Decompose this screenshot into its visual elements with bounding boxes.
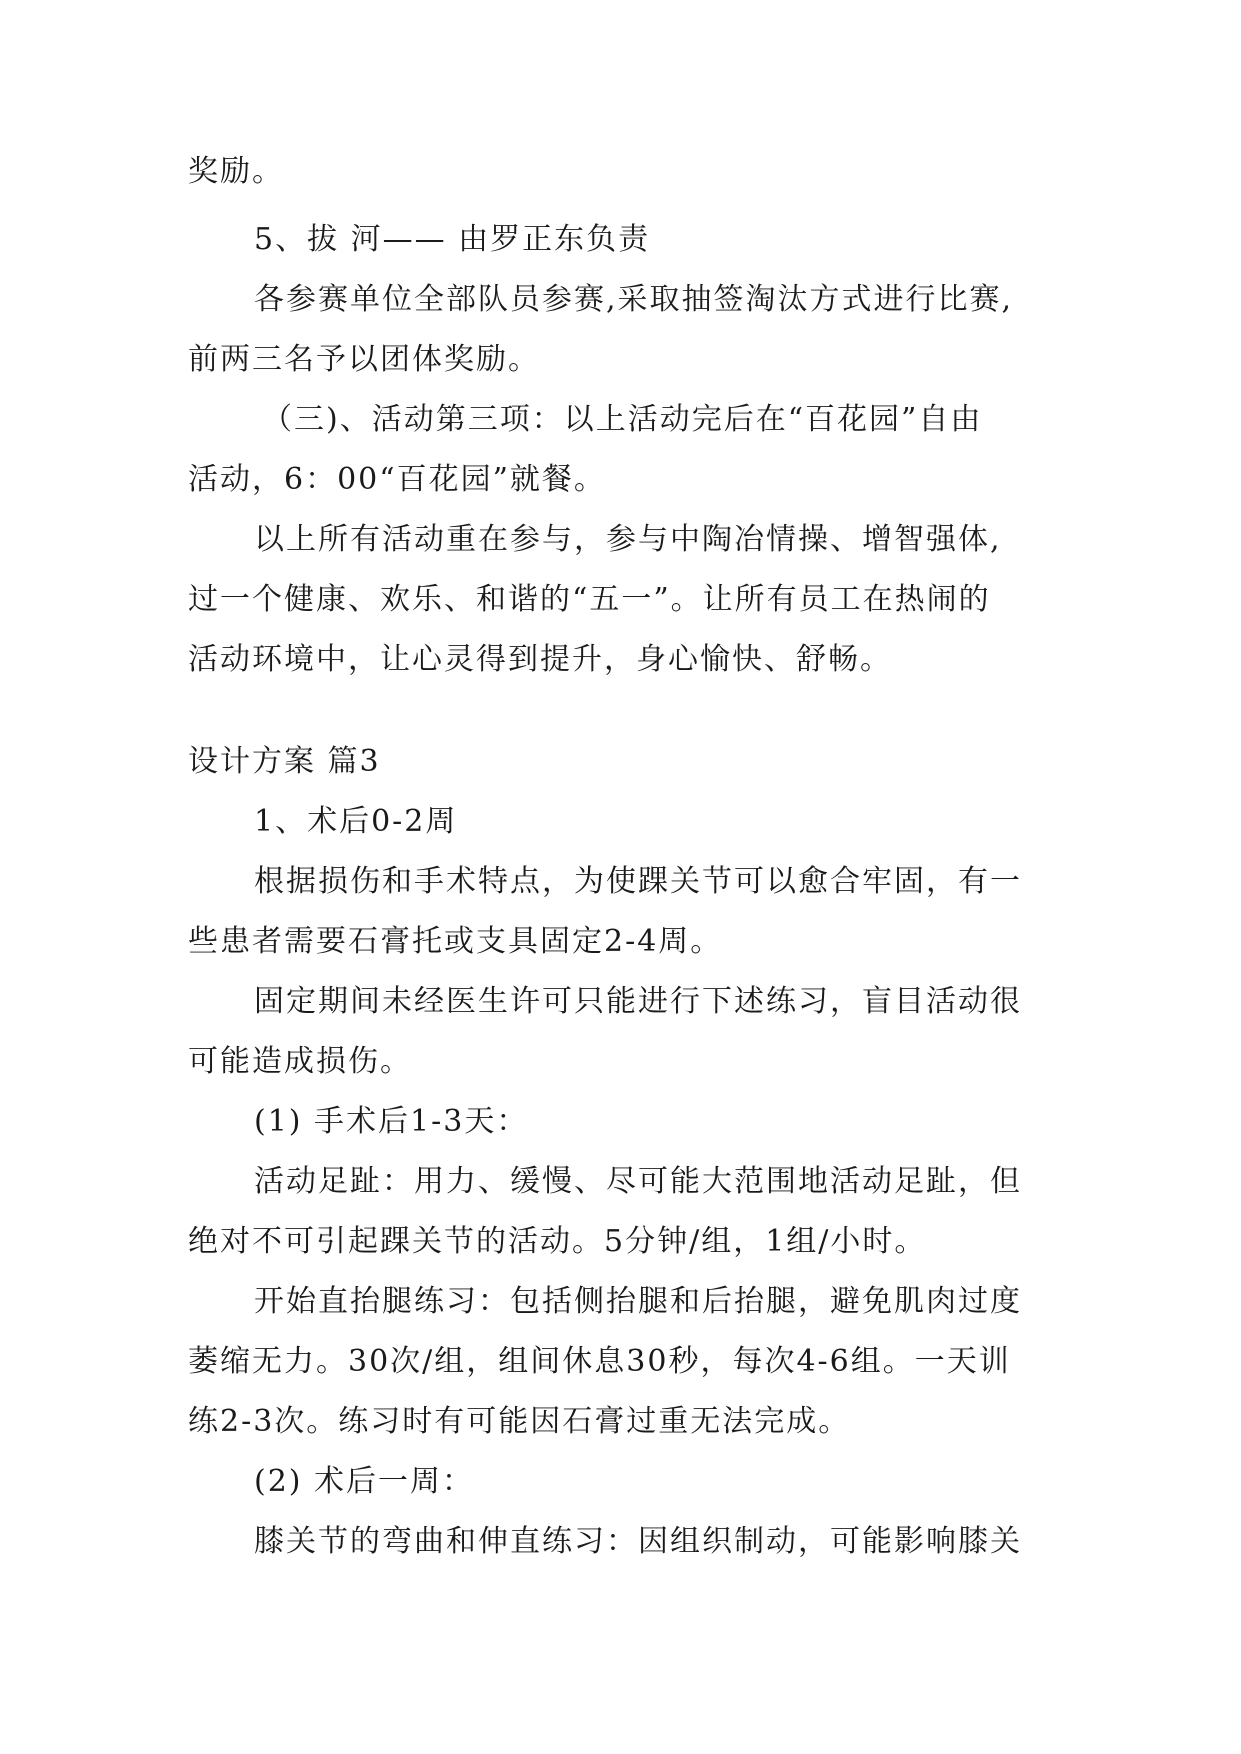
text-line-21: 练2-3次。练习时有可能因石膏过重无法完成。: [188, 1404, 851, 1439]
section-heading: 设计方案 篇3: [188, 744, 381, 779]
text-line-5: （三)、活动第三项：以上活动完后在“百花园”自由: [262, 402, 983, 437]
text-line-17: 活动足趾：用力、缓慢、尽可能大范围地活动足趾，但: [254, 1164, 1022, 1199]
text-line-19: 开始直抬腿练习：包括侧抬腿和后抬腿，避免肌肉过度: [254, 1284, 1022, 1319]
text-line-22: (2) 术后一周：: [254, 1464, 475, 1499]
text-line-11: 1、术后0-2周: [254, 804, 458, 839]
text-line-12: 根据损伤和手术特点，为使踝关节可以愈合牢固，有一: [254, 864, 1022, 899]
text-line-1: 奖励。: [188, 154, 284, 189]
text-line-15: 可能造成损伤。: [188, 1044, 412, 1079]
text-line-23: 膝关节的弯曲和伸直练习：因组织制动，可能影响膝关: [254, 1524, 1022, 1559]
text-line-20: 萎缩无力。30次/组，组间休息30秒，每次4-6组。一天训: [188, 1344, 1011, 1379]
text-line-13: 些患者需要石膏托或支具固定2-4周。: [188, 924, 723, 959]
text-line-9: 活动环境中，让心灵得到提升，身心愉快、舒畅。: [188, 642, 892, 677]
text-line-18: 绝对不可引起踝关节的活动。5分钟/组，1组/小时。: [188, 1224, 927, 1259]
text-line-8: 过一个健康、欢乐、和谐的“五一”。让所有员工在热闹的: [188, 582, 991, 617]
text-line-7: 以上所有活动重在参与，参与中陶冶情操、增智强体,: [254, 522, 1002, 557]
text-line-16: (1) 手术后1-3天：: [254, 1104, 529, 1139]
text-line-2: 5、拔 河—— 由罗正东负责: [254, 222, 651, 257]
text-line-3: 各参赛单位全部队员参赛,采取抽签淘汰方式进行比赛,: [254, 282, 1014, 317]
text-line-6: 活动，6：00“百花园”就餐。: [188, 462, 606, 497]
text-line-4: 前两三名予以团体奖励。: [188, 342, 540, 377]
text-line-14: 固定期间未经医生许可只能进行下述练习，盲目活动很: [254, 984, 1022, 1019]
